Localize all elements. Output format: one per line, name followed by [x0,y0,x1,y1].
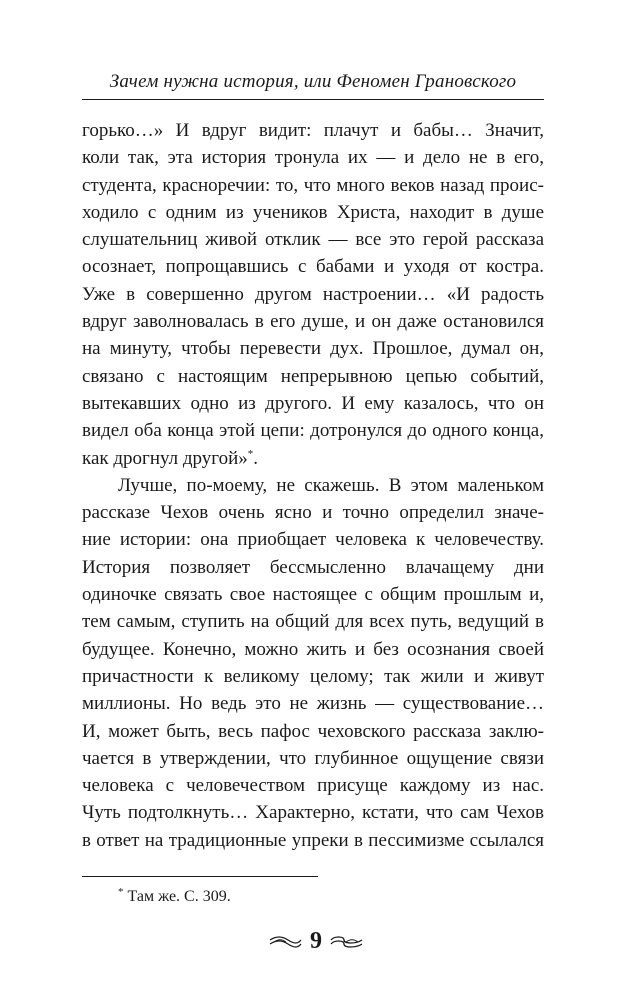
text-line: чается в утверждении, что глубинное ощущение связи [82,747,544,769]
text-line: осознает, попрощавшись с бабами и уходя от костра. [82,256,544,278]
page-number: 9 [310,928,322,954]
main-text [82,117,544,854]
text-line: человека с человечеством присуще каждому из нас. [82,775,544,797]
text-line: в ответ на традиционные упреки в пессимизме ссылался [82,829,544,851]
footnote-text: Там же. С. 309. [127,888,231,905]
text-line: одиночке связать свое настоящее с общим прошлым и, [82,584,544,606]
text-line: горько…» И вдруг видит: плачут и бабы… Значит, [82,120,544,141]
text-line: связано с настоящим непрерывною цепью событий, [82,365,544,387]
text-line: причастности к великому целому; так жили и живут [82,665,544,687]
text-line: рассказе Чехов очень ясно и точно определил значе- [82,502,544,524]
text-line: Чуть подтолкнуть… Характерно, кстати, что сам Чехов [82,802,544,824]
text-line: Уже в совершенно другом настроении… «И радость [82,283,544,305]
text-line-paragraph-end [82,445,544,472]
text-line: будущее. Конечно, можно жить и без осознания своей [82,638,544,660]
footnote-rule [82,876,318,877]
text-line: вдруг заволновалась в его душе, и он даже остановился [82,311,544,333]
text-line: История позволяет бессмысленно влачащему дни [82,556,544,578]
text-line: видел оба конца этой цепи: дотронулся до одного конца, [82,420,544,442]
quote-end-period: . [253,447,259,469]
text-line: студента, красноречии: то, что много веков назад проис- [82,174,544,196]
text-line: тем самым, ступить на общий для всех путь, ведущий в [82,611,544,633]
page-number-block [0,928,632,968]
text-line: на минуту, чтобы перевести дух. Прошлое, думал он, [82,338,544,360]
text-line: коли так, эта история тронула их — и дело не в его, [82,147,544,169]
text-line: И, может быть, весь пафос чеховского рассказа заклю- [82,720,544,742]
header-rule [82,99,544,100]
footnote-reference-mark: * [247,447,254,460]
text-line: вытекавших одно из другого. И ему казалось, что он [82,392,544,414]
text-line: миллионы. Но ведь это не жизнь — существование… [82,693,544,715]
right-flourish-icon [330,935,364,949]
left-flourish-icon [268,935,302,949]
text-line-paragraph-start: Лучше, по-моему, не скажешь. В этом маленьком [118,474,544,496]
quote-end-text: как дрогнул другой» [82,447,248,469]
footnote [118,886,231,908]
running-head-title: Зачем нужна история, или Феномен Грановского [109,71,517,92]
footnote-mark: * [118,886,124,898]
text-line: слушательниц живой отклик — все это герой рассказа [82,229,544,251]
text-line: ходило с одним из учеников Христа, находит в душе [82,201,544,223]
text-line: ние истории: она приобщает человека к человечеству. [82,529,544,551]
